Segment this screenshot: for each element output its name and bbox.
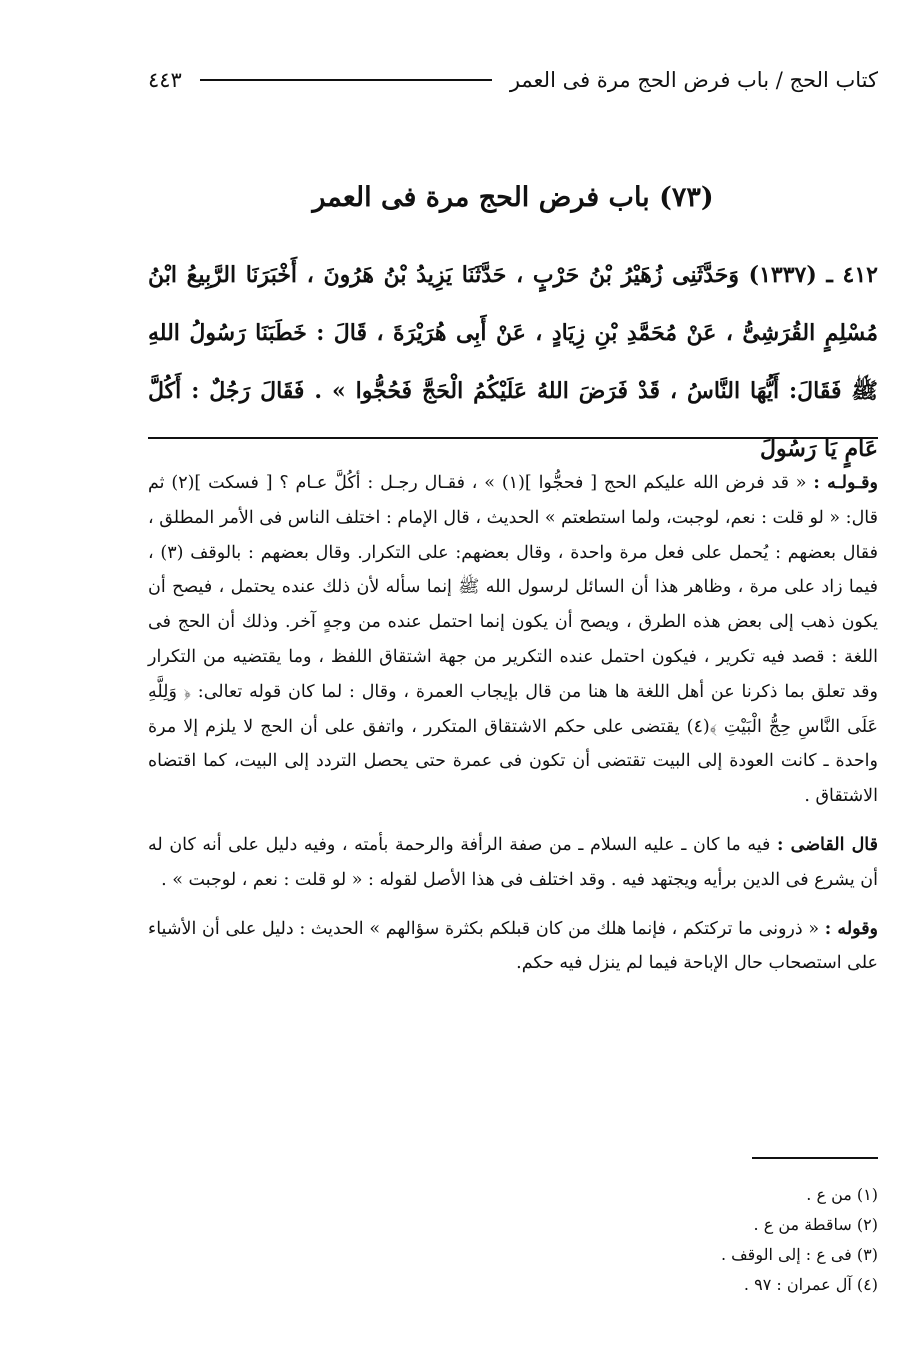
page-number: ٤٤٣: [148, 68, 182, 92]
commentary-paragraph: [148, 466, 878, 814]
footnotes: [148, 1180, 878, 1300]
page-header: [148, 60, 878, 100]
chapter-title: (٧٣) باب فرض الحج مرة فى العمر: [312, 182, 714, 213]
commentary-lead: وقـولـه :: [813, 473, 878, 493]
running-title: كتاب الحج / باب فرض الحج مرة فى العمر: [509, 68, 878, 92]
hadith-text: ٤١٢ ـ (١٣٣٧) وَحَدَّثَنِى زُهَيْرُ بْنُ حَرْبٍ ، حَدَّثَنَا يَزِيدُ بْنُ هَرُونَ ، أَخْبَرَنَا الرَّبِيعُ ابْنُ مُسْلِمٍ القُرَشِىُّ ، عَنْ مُحَمَّدِ بْنِ زِيَادٍ ، عَنْ أَبِى هُرَيْرَةَ ، قَالَ : خَطَبَنَا رَسُولُ اللهِ ﷺ فَقَالَ: أَيُّهَا النَّاسُ ، قَدْ فَرَضَ اللهُ عَلَيْكُمُ الْحَجَّ فَحُجُّوا » . فَقَالَ رَجُلٌ : أَكُلَّ عَامٍ يَا رَسُولَ: [148, 262, 878, 462]
footnote: (٢) ساقطة من ع .: [753, 1215, 878, 1234]
footnote: (١) من ع .: [806, 1185, 878, 1204]
footnote-divider: [752, 1157, 878, 1159]
header-rule: [200, 79, 492, 81]
commentary-body: فيه ما كان ـ عليه السلام ـ من صفة الرأفة والرحمة بأمته ، وفيه دليل على أنه كان له أن يشرع فى الدين برأيه ويجتهد فيه . وقد اختلف فى هذا الأصل لقوله : « لو قلت : نعم ، لوجبت » .: [148, 834, 878, 890]
commentary-paragraph: [148, 828, 878, 898]
commentary-paragraph: [148, 912, 878, 982]
commentary-body: « قد فرض الله عليكم الحج [ فحجُّوا ](١) » ، فقـال رجـل : أكُلَّ عـام ؟ [ فسكت ](٢) ثم قال: « لو قلت : نعم، لوجبت، ولما استطعتم » الحديث ، قال الإمام : اختلف الناس فى الأمر المطلق ، فقال بعضهم : يُحمل على فعل مرة واحدة ، وقال بعضهم: على التكرار. وقال بعضهم : بالوقف (٣) ، فيما زاد على مرة ، وظاهر هذا أن السائل لرسول الله ﷺ إنما سأله لأن ذلك عنده يحتمل ، فيصح أن يكون ذهب إلى بعض هذه الطرق ، ويصح أن يكون إنما احتمل عنده من وجهٍ آخر. وذلك أن الحج فى اللغة : قصد فيه تكرير ، فيكون احتمل عنده التكرير من جهة اشتقاق اللفظ ، وما يقتضيه من التكرار وقد تعلق بما ذكرنا عن أهل اللغة ها هنا من قال بإيجاب العمرة ، وقال : لما كان قوله تعالى: ﴿ وَلِلَّهِ عَلَى النَّاسِ حِجُّ الْبَيْتِ ﴾(٤) يقتضى على حكم الاشتقاق المتكرر ، واتفق على أن الحج لا يلزم إلا مرة واحدة ـ كانت العودة إلى البيت تقتضى أن تكون فى عمرة حتى يحصل التردد إلى البيت، كما اقتضاه الاشتقاق .: [148, 473, 878, 807]
commentary-lead: قال القاضى :: [777, 834, 878, 855]
commentary: [148, 466, 878, 995]
footnote: (٤) آل عمران : ٩٧ .: [743, 1275, 878, 1294]
commentary-body: « ذرونى ما تركتكم ، فإنما هلك من كان قبلكم بكثرة سؤالهم » الحديث : دليل على أن الأشياء على استصحاب حال الإباحة فيما لم ينزل فيه حكم.: [148, 918, 878, 974]
commentary-lead: وقوله :: [824, 918, 879, 939]
footnote: (٣) فى ع : إلى الوقف .: [720, 1245, 878, 1264]
main-text-divider: [148, 437, 878, 439]
